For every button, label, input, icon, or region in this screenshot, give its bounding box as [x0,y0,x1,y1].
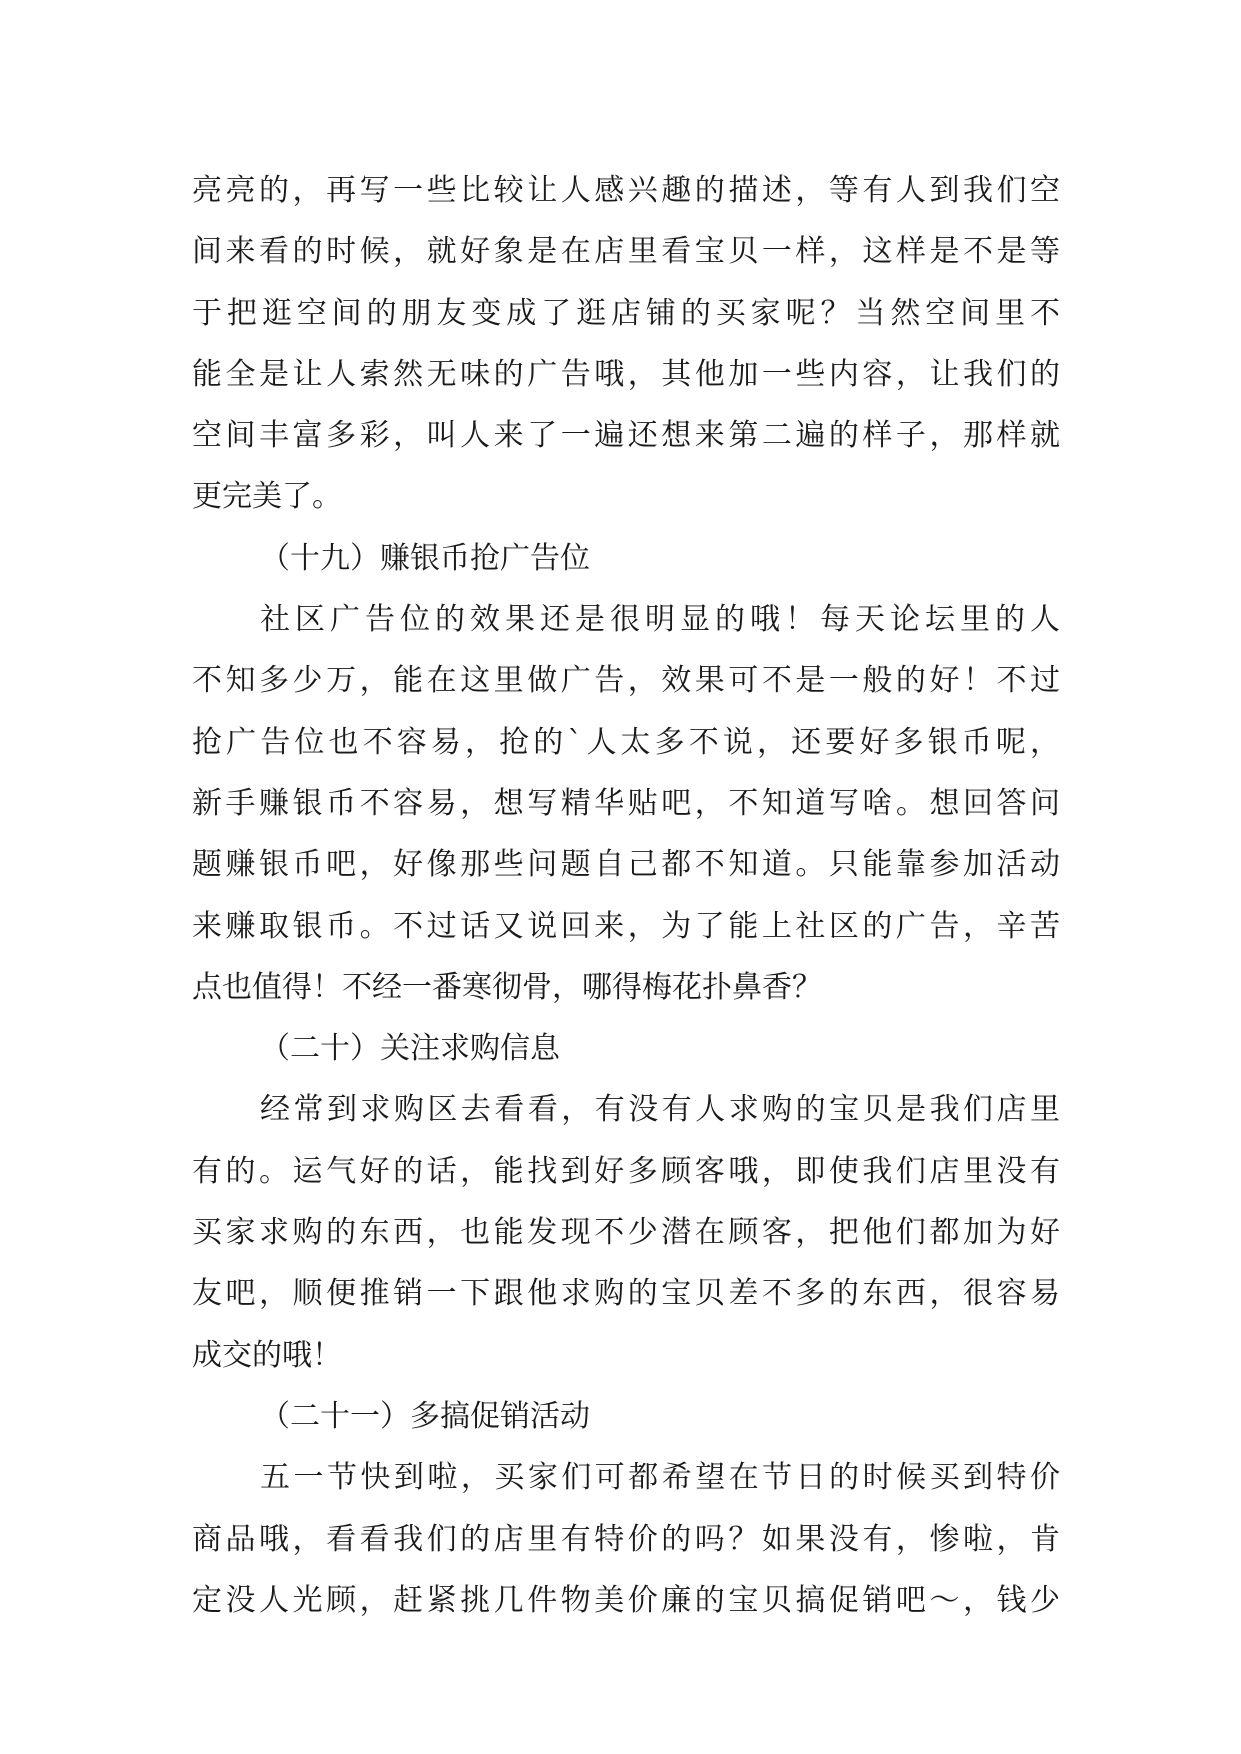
document-body [192,160,1060,1631]
text-line: 来赚取银币。不过话又说回来，为了能上社区的广告，辛苦 [192,908,1060,944]
paragraph [192,1079,1060,1385]
text-line: 亮亮的，再写一些比较让人感兴趣的描述，等有人到我们空 [192,173,1060,208]
text-line: 于把逛空间的朋友变成了逛店铺的买家呢？当然空间里不 [192,295,1060,331]
text-line: 买家求购的东西，也能发现不少潜在顾客，把他们都加为好 [192,1215,1060,1251]
text-line: 定没人光顾，赶紧挑几件物美价廉的宝贝搞促销吧～，钱少 [192,1582,1060,1618]
text-line: 能全是让人索然无味的广告哦，其他加一些内容，让我们的 [192,356,1060,392]
paragraph [192,589,1060,1018]
text-line: 间来看的时候，就好象是在店里看宝贝一样，这样是不是等 [192,234,1060,270]
text-line: 社区广告位的效果还是很明显的哦！每天论坛里的人 [260,602,1060,638]
text-line: 友吧，顺便推销一下跟他求购的宝贝差不多的东西，很容易 [192,1276,1060,1312]
text-line: 商品哦，看看我们的店里有特价的吗？如果没有，惨啦，肯 [192,1521,1060,1557]
text-line: （二十一）多搞促销活动 [260,1398,590,1434]
text-line: 有的。运气好的话，能找到好多顾客哦，即使我们店里没有 [192,1153,1060,1189]
text-line: 抢广告位也不容易，抢的`人太多不说，还要好多银币呢， [192,724,1060,760]
section-heading [192,528,1060,589]
text-line: 五一节快到啦，买家们可都希望在节日的时候买到特价 [260,1460,1060,1496]
text-line: （二十）关注求购信息 [260,1031,560,1067]
text-line: 点也值得！不经一番寒彻骨，哪得梅花扑鼻香？ [192,969,822,1005]
paragraph [192,160,1060,528]
text-line: 成交的哦！ [192,1337,342,1373]
text-line: 题赚银币吧，好像那些问题自己都不知道。只能靠参加活动 [192,847,1060,883]
text-line: （十九）赚银币抢广告位 [260,540,590,576]
text-line: 经常到求购区去看看，有没有人求购的宝贝是我们店里 [260,1092,1060,1128]
text-line: 空间丰富多彩，叫人来了一遍还想来第二遍的样子，那样就 [192,418,1060,454]
paragraph [192,1447,1060,1631]
text-line: 更完美了。 [192,479,342,515]
section-heading [192,1386,1060,1447]
section-heading [192,1018,1060,1079]
text-line: 新手赚银币不容易，想写精华贴吧，不知道写啥。想回答问 [192,785,1060,821]
text-line: 不知多少万，能在这里做广告，效果可不是一般的好！不过 [192,663,1060,699]
